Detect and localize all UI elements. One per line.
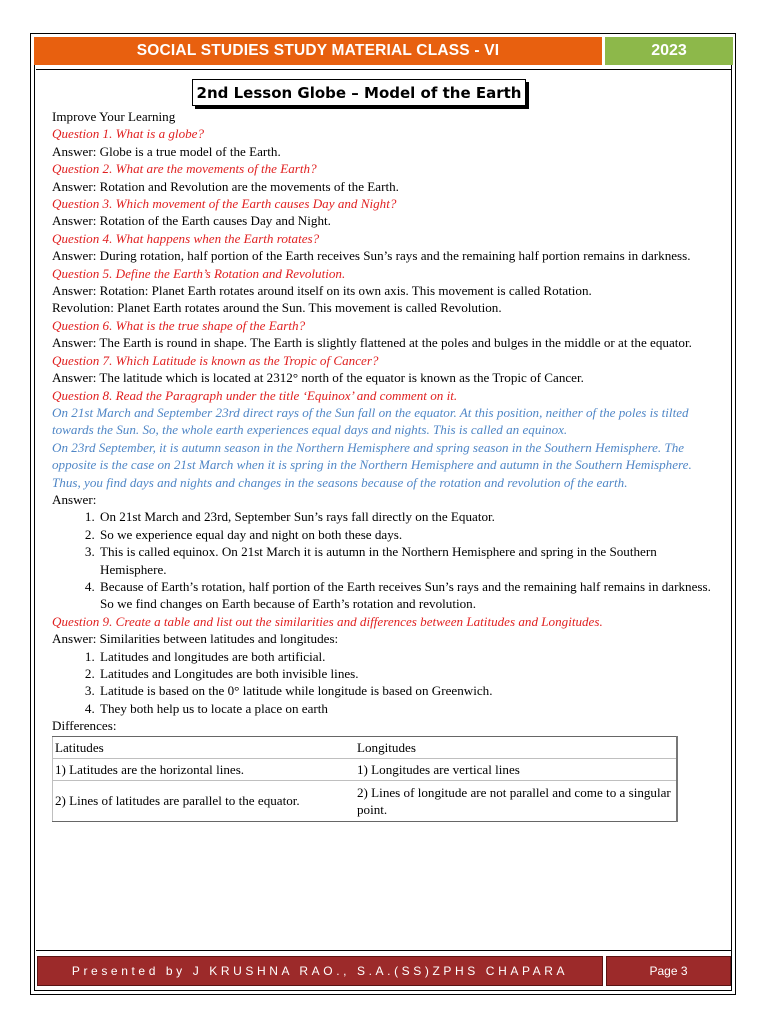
lesson-title: 2nd Lesson Globe – Model of the Earth bbox=[192, 79, 526, 106]
list-item: 2. Latitudes and Longitudes are both invisible lines. bbox=[98, 665, 720, 682]
footer-presenter: Presented by J KRUSHNA RAO., S.A.(SS)ZPHS CHAPARA bbox=[37, 956, 603, 986]
table-header: Latitudes bbox=[53, 736, 356, 758]
similarities-list bbox=[52, 648, 720, 718]
answer-5-revolution: Revolution: Planet Earth rotates around the Sun. This movement is called Revolution. bbox=[52, 300, 502, 316]
page-footer bbox=[37, 956, 731, 986]
list-item: 1. On 21st March and 23rd, September Sun’s rays fall directly on the Equator. bbox=[98, 508, 720, 525]
header-rule bbox=[36, 69, 732, 70]
list-item: 4. They both help us to locate a place on earth bbox=[98, 700, 720, 717]
table-cell: 1) Latitudes are the horizontal lines. bbox=[53, 758, 356, 780]
answer-7: Answer: The latitude which is located at 2312° north of the equator is known as the Tropic of Cancer. bbox=[52, 370, 584, 386]
table-cell: 2) Lines of latitudes are parallel to the equator. bbox=[53, 780, 356, 821]
equinox-paragraph-2: On 23rd September, it is autumn season in the Northern Hemisphere and spring season in the Southern Hemisphere. The opposite is the case on 21st March when it is spring in the Northern Hemisphere and autumn in the Southern Hemisphere. Thus, you find days and nights and changes in the seasons because of the rotation and revolution of the earth. bbox=[52, 439, 692, 490]
answer-2: Answer: Rotation and Revolution are the movements of the Earth. bbox=[52, 178, 399, 194]
table-cell: 2) Lines of longitude are not parallel and come to a singular point. bbox=[355, 780, 677, 821]
question-5: Question 5. Define the Earth’s Rotation and Revolution. bbox=[52, 265, 346, 281]
answer-8-list bbox=[52, 508, 720, 612]
answer-1: Answer: Globe is a true model of the Earth. bbox=[52, 143, 281, 159]
question-7: Question 7. Which Latitude is known as the Tropic of Cancer? bbox=[52, 352, 379, 368]
table-cell: 1) Longitudes are vertical lines bbox=[355, 758, 677, 780]
question-3: Question 3. Which movement of the Earth causes Day and Night? bbox=[52, 196, 397, 212]
content bbox=[52, 108, 720, 822]
table-header-row bbox=[53, 736, 678, 758]
answer-3: Answer: Rotation of the Earth causes Day and Night. bbox=[52, 213, 331, 229]
header-title: SOCIAL STUDIES STUDY MATERIAL CLASS - VI bbox=[34, 37, 602, 65]
intro-text: Improve Your Learning bbox=[52, 109, 176, 124]
answer-5: Answer: Rotation: Planet Earth rotates around itself on its own axis. This movement is called Rotation. bbox=[52, 283, 592, 299]
table-header: Longitudes bbox=[355, 736, 677, 758]
list-item: 4. Because of Earth’s rotation, half portion of the Earth receives Sun’s rays and the remaining half remains in darkness. So we find changes on Earth because of Earth’s rotation and revolution. bbox=[98, 578, 720, 613]
question-1: Question 1. What is a globe? bbox=[52, 126, 205, 142]
answer-4: Answer: During rotation, half portion of the Earth receives Sun’s rays and the remaining half portion remains in darkness. bbox=[52, 248, 691, 264]
list-item: 3. Latitude is based on the 0° latitude while longitude is based on Greenwich. bbox=[98, 682, 720, 699]
differences-label: Differences: bbox=[52, 718, 117, 734]
list-item: 3. This is called equinox. On 21st March it is autumn in the Northern Hemisphere and spring in the Southern Hemisphere. bbox=[98, 543, 720, 578]
question-6: Question 6. What is the true shape of the Earth? bbox=[52, 317, 306, 333]
footer-rule bbox=[36, 950, 732, 951]
list-item: 1. Latitudes and longitudes are both artificial. bbox=[98, 648, 720, 665]
header-year: 2023 bbox=[602, 37, 733, 65]
page-header bbox=[34, 37, 733, 65]
answer-6: Answer: The Earth is round in shape. The Earth is slightly flattened at the poles and bulges in the middle or at the equator. bbox=[52, 335, 692, 351]
answer-9: Answer: Similarities between latitudes and longitudes: bbox=[52, 631, 339, 647]
question-4: Question 4. What happens when the Earth rotates? bbox=[52, 230, 320, 246]
differences-table bbox=[52, 736, 678, 822]
question-8: Question 8. Read the Paragraph under the title ‘Equinox’ and comment on it. bbox=[52, 387, 458, 403]
question-9: Question 9. Create a table and list out the similarities and differences between Latitudes and Longitudes. bbox=[52, 613, 603, 629]
equinox-paragraph-1: On 21st March and September 23rd direct rays of the Sun fall on the equator. At this position, neither of the poles is tilted towards the Sun. So, the whole earth experiences equal days and nights. This is called an equinox. bbox=[52, 404, 689, 438]
table-row bbox=[53, 758, 678, 780]
table-row bbox=[53, 780, 678, 821]
list-item: 2. So we experience equal day and night on both these days. bbox=[98, 526, 720, 543]
footer-page-number: Page 3 bbox=[606, 956, 731, 986]
answer-8-label: Answer: bbox=[52, 491, 97, 507]
question-2: Question 2. What are the movements of the Earth? bbox=[52, 161, 317, 177]
